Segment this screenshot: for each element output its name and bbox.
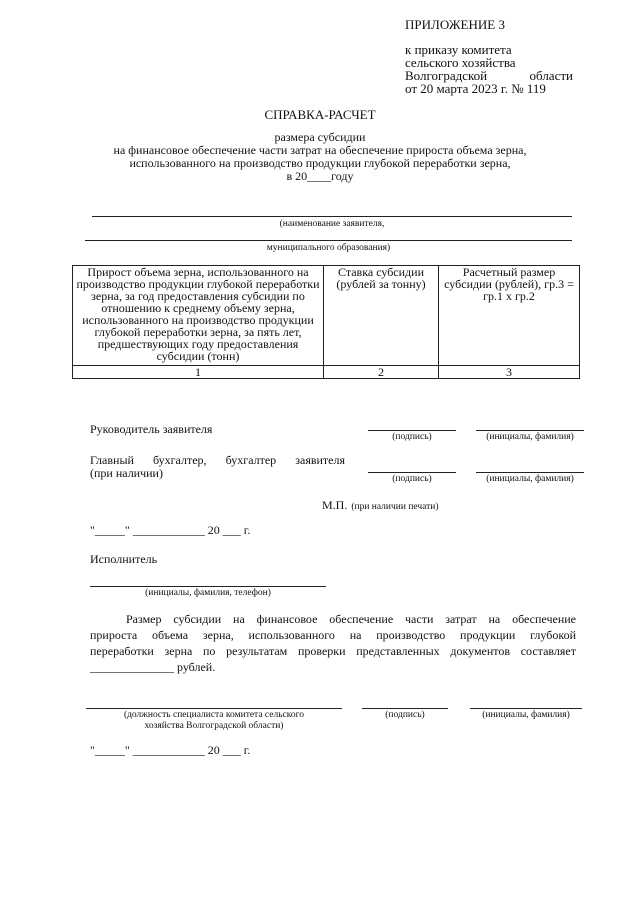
executor-caption: (инициалы, фамилия, телефон)	[145, 588, 271, 598]
result-line-1: Размер субсидии на финансовое обеспечение части затрат на обеспечение	[126, 612, 576, 626]
head-initials-line	[476, 430, 584, 431]
appendix-order-line2: сельского хозяйства	[405, 55, 516, 70]
subtitle-line3: использованного на производство продукции глубокой переработки зерна,	[129, 156, 511, 170]
seal-label: М.П.	[322, 498, 348, 512]
head-initials-caption: (инициалы, фамилия)	[486, 432, 574, 442]
seal-caption: (при наличии печати)	[351, 502, 439, 512]
specialist-signature-caption: (подпись)	[385, 710, 425, 720]
table-col-number-3: 3	[439, 366, 580, 379]
specialist-position-caption-1: (должность специалиста комитета сельского	[123, 710, 305, 720]
document-title: СПРАВКА-РАСЧЕТ	[264, 107, 376, 122]
table-header-rate: Ставка субсидии (рублей за тонну)	[324, 266, 439, 366]
executor-line	[90, 586, 326, 587]
subtitle-line2: на финансовое обеспечение части затрат на обеспечение прироста объема зерна,	[113, 143, 527, 157]
accountant-label: Главный бухгалтер, бухгалтер заявителя	[90, 453, 345, 467]
calculation-table	[72, 265, 580, 379]
municipality-caption: муниципального образования)	[266, 243, 391, 253]
appendix-title: ПРИЛОЖЕНИЕ 3	[405, 17, 505, 32]
applicant-name-line	[92, 216, 572, 217]
specialist-signature-line	[362, 708, 448, 709]
accountant-signature-caption: (подпись)	[392, 474, 432, 484]
subtitle-year: в 20____году	[286, 169, 354, 183]
table-header-amount: Расчетный размер субсидии (рублей), гр.3 = гр.1 х гр.2	[439, 266, 580, 366]
accountant-initials-caption: (инициалы, фамилия)	[486, 474, 574, 484]
head-signature-line	[368, 430, 456, 431]
specialist-initials-line	[470, 708, 582, 709]
date-field-2: "_____" ____________ 20 ___ г.	[90, 743, 251, 757]
accountant-initials-line	[476, 472, 584, 473]
result-line-3: переработки зерна по результатам проверки представленных документов составляет	[90, 644, 576, 658]
specialist-position-line	[86, 708, 342, 709]
executor-label: Исполнитель	[90, 552, 158, 566]
table-header-growth: Прирост объема зерна, использованного на производство продукции глубокой переработки зерна, за год предоставления субсидии по отношению к среднему объему зерна, использованного на производство продукции глубокой переработки зерна, за пять лет, предшествующих году предоставления субсидии (тонн)	[73, 266, 324, 366]
appendix-order-line3: Волгоградской области	[405, 68, 573, 83]
accountant-signature-line	[368, 472, 456, 473]
result-line-2: прироста объема зерна, использованного на производство продукции глубокой	[90, 628, 576, 642]
subtitle-line1: размера субсидии	[274, 130, 366, 144]
seal-block	[322, 496, 439, 514]
table-col-number-1: 1	[73, 366, 324, 379]
head-of-applicant-label: Руководитель заявителя	[90, 422, 213, 436]
accountant-label-optional: (при наличии)	[90, 466, 163, 480]
date-field-1: "_____" ____________ 20 ___ г.	[90, 523, 251, 537]
result-line-4: ______________ рублей.	[90, 660, 216, 674]
head-signature-caption: (подпись)	[392, 432, 432, 442]
specialist-initials-caption: (инициалы, фамилия)	[482, 710, 570, 720]
appendix-order-line1: к приказу комитета	[405, 42, 512, 57]
appendix-order-date: от 20 марта 2023 г. № 119	[405, 81, 546, 96]
municipality-line	[85, 240, 572, 241]
specialist-position-caption-2: хозяйства Волгоградской области)	[144, 721, 284, 731]
table-col-number-2: 2	[324, 366, 439, 379]
applicant-name-caption: (наименование заявителя,	[279, 219, 385, 229]
